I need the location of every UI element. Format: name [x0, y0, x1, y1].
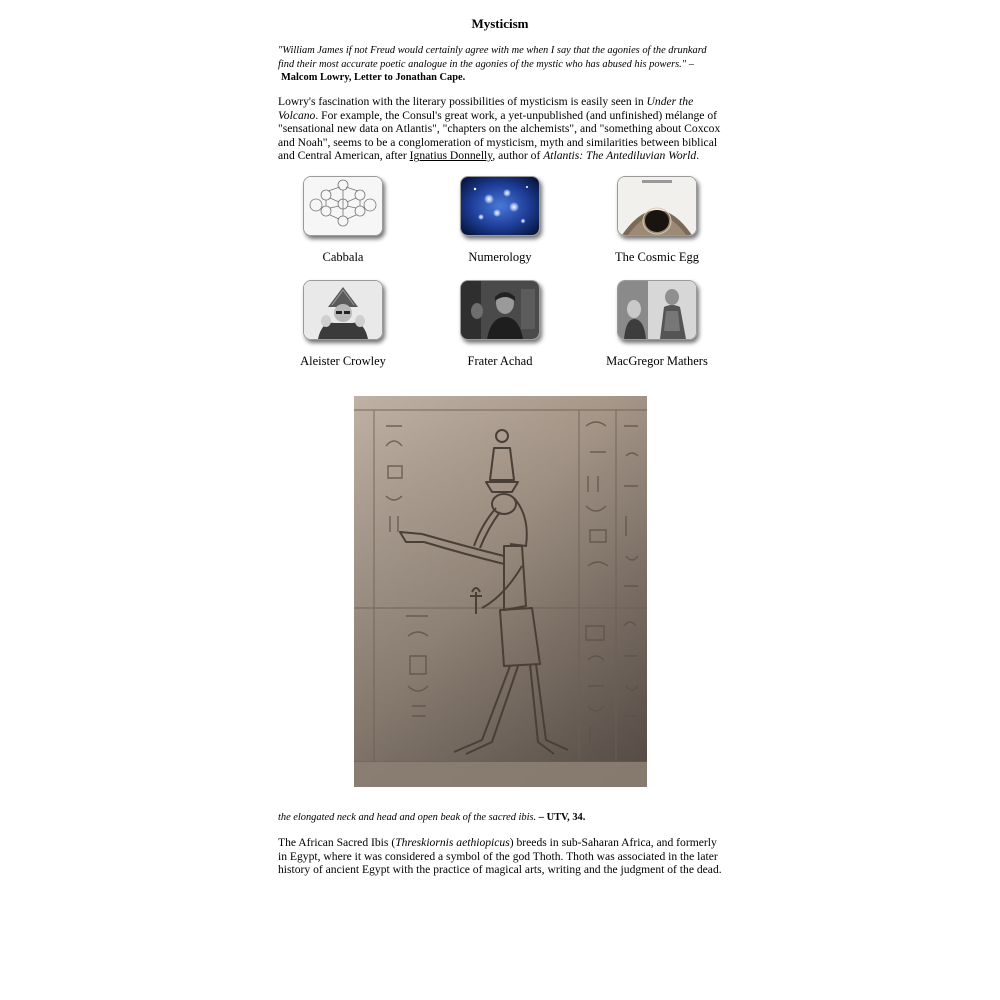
intro-text-1: Lowry's fascination with the literary possibilities of mysticism is easily seen in: [278, 95, 647, 108]
ibis-paragraph: [278, 836, 722, 877]
ibis-text-2: ) breeds in sub-Saharan Africa, and formerly in Egypt, where it was considered a symbol of the god Thoth. Thoth was associated in the later history of ancient Egypt with the practice of magical arts, writing and the judgment of the dead.: [278, 836, 722, 877]
crowley-thumbnail[interactable]: [303, 280, 383, 340]
star-cluster-icon: [461, 177, 539, 235]
numerology-caption: Numerology: [468, 250, 532, 264]
epigraph-attribution: Malcom Lowry, Letter to Jonathan Cape.: [281, 72, 466, 83]
donnelly-link[interactable]: Ignatius Donnelly: [409, 149, 493, 163]
cosmic-egg-thumbnail[interactable]: [617, 176, 697, 236]
portrait-icon: [304, 281, 382, 339]
cosmic-egg-icon: [618, 177, 696, 235]
figure-caption-source: – UTV, 34.: [536, 812, 586, 823]
intro-text-4: .: [696, 149, 700, 163]
cosmic-egg-caption: The Cosmic Egg: [614, 250, 699, 264]
thumb-cell-mathers[interactable]: [587, 280, 727, 368]
cabbala-caption: Cabbala: [322, 250, 364, 264]
epigraph-quote: "William James if not Freud would certainly agree with me when I say that the agonies of the drunkard find their most accurate poetic analogue in the agonies of the mystic who has abused his powers.": [278, 45, 707, 70]
thumb-cell-achad[interactable]: [430, 280, 570, 368]
cabbala-thumbnail[interactable]: [303, 176, 383, 236]
intro-paragraph: [278, 95, 722, 163]
ibis-text-1: The African Sacred Ibis (: [278, 836, 396, 849]
crowley-caption: Aleister Crowley: [300, 354, 386, 368]
thoth-relief-icon: [354, 396, 647, 787]
achad-caption: Frater Achad: [467, 354, 533, 368]
portrait-icon: [461, 281, 539, 339]
numerology-thumbnail[interactable]: [460, 176, 540, 236]
thumb-cell-cabbala[interactable]: [273, 176, 413, 264]
mathers-caption: MacGregor Mathers: [606, 354, 708, 368]
thumb-cell-cosmic-egg[interactable]: [587, 176, 727, 264]
figure-caption-text: the elongated neck and head and open beak of the sacred ibis.: [278, 812, 537, 823]
achad-thumbnail[interactable]: [460, 280, 540, 340]
intro-book-title-2: Atlantis: The Antediluvian World: [543, 149, 697, 163]
epigraph: [278, 44, 722, 85]
intro-book-title-1: Under the Volcano: [278, 95, 694, 122]
portrait-icon: [618, 281, 696, 339]
ibis-latin-name: Threskiornis aethiopicus: [395, 836, 510, 849]
thoth-relief-image: [354, 396, 647, 787]
tree-of-life-icon: [304, 177, 382, 235]
intro-text-3: , author of: [492, 149, 544, 163]
thumb-cell-crowley[interactable]: [273, 280, 413, 368]
epigraph-dash: –: [686, 58, 694, 70]
intro-text-2: . For example, the Consul's great work, a yet-unpublished (and unfinished) mélange of "sensational new data on Atlantis", "chapters on the alchemists", and "something about Coxcox and Noah", seems to be a conglomeration of mysticism, myth and similarities between biblical and Central American, after: [278, 108, 721, 163]
figure-caption: [278, 811, 722, 824]
page-title: Mysticism: [471, 16, 529, 31]
mathers-thumbnail[interactable]: [617, 280, 697, 340]
thumb-cell-numerology[interactable]: [430, 176, 570, 264]
